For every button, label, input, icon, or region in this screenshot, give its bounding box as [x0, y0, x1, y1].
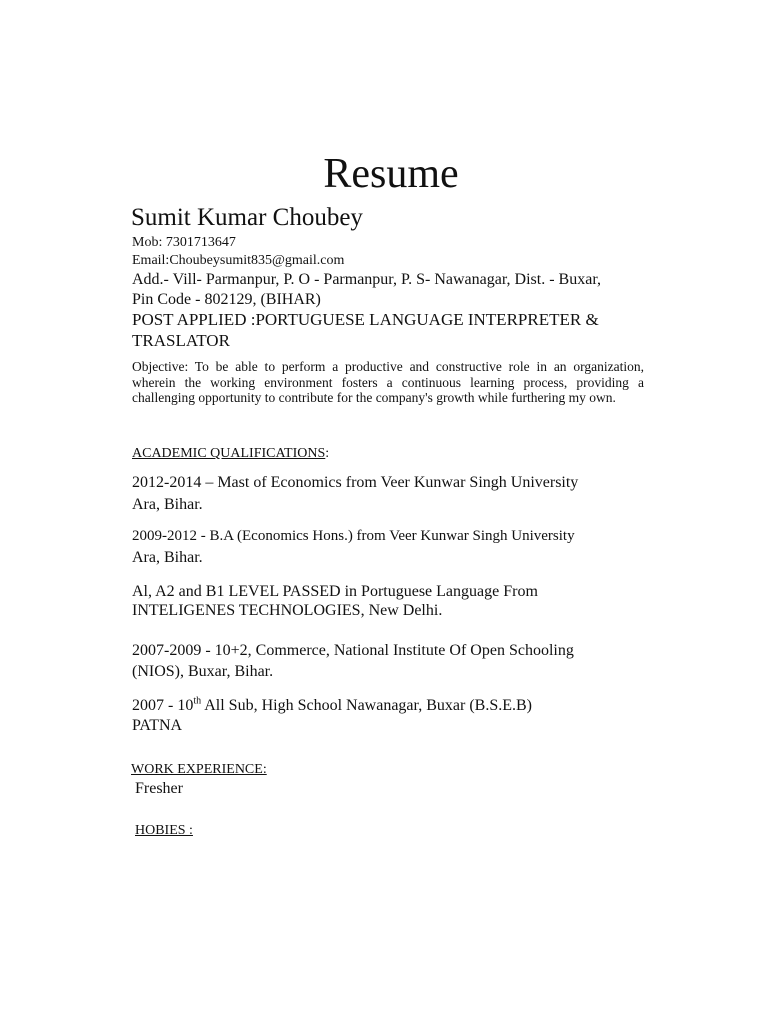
qualification-5-superscript: th	[193, 695, 202, 707]
qualification-4-line-2: (NIOS), Buxar, Bihar.	[132, 663, 274, 680]
qualification-1-line-2: Ara, Bihar.	[132, 496, 203, 513]
candidate-name: Sumit Kumar Choubey	[131, 204, 363, 231]
academic-heading	[132, 445, 329, 462]
qualification-3-line-1: Al, A2 and B1 LEVEL PASSED in Portuguese Language From	[132, 583, 538, 600]
post-applied-line-2: TRASLATOR	[132, 331, 230, 350]
work-experience-value: Fresher	[135, 780, 183, 797]
objective-paragraph: Objective: To be able to perform a productive and constructive role in an organization, wherein the working environment fosters a continuous learning process, providing a challenging opportunity to contribute for the company's growth while furthering my own.	[132, 359, 644, 405]
qualification-5-line-1	[132, 696, 532, 715]
qualification-4-line-1: 2007-2009 - 10+2, Commerce, National Institute Of Open Schooling	[132, 642, 574, 659]
hobbies-heading: HOBIES :	[135, 823, 193, 838]
qualification-3-line-2: INTELIGENES TECHNOLOGIES, New Delhi.	[132, 602, 443, 619]
qualification-1-line-1: 2012-2014 – Mast of Economics from Veer Kunwar Singh University	[132, 474, 579, 491]
address-line-1: Add.- Vill- Parmanpur, P. O - Parmanpur, P. S- Nawanagar, Dist. - Buxar,	[132, 271, 601, 288]
work-experience-heading: WORK EXPERIENCE:	[131, 762, 267, 777]
qualification-2-line-2: Ara, Bihar.	[132, 549, 203, 566]
page-title: Resume	[323, 151, 459, 197]
academic-heading-text: ACADEMIC QUALIFICATIONS	[132, 446, 326, 461]
address-line-2: Pin Code - 802129, (BIHAR)	[132, 291, 321, 308]
qualification-5-line-2: PATNA	[132, 717, 183, 734]
email-address: Email:Choubeysumit835@gmail.com	[132, 253, 345, 268]
qualification-5-detail: All Sub, High School Nawanagar, Buxar (B.S.E.B)	[201, 697, 532, 714]
qualification-5-year: 2007 - 10	[132, 697, 194, 714]
qualification-2-line-1: 2009-2012 - B.A (Economics Hons.) from Veer Kunwar Singh University	[132, 528, 575, 544]
mobile-number: Mob: 7301713647	[132, 235, 236, 250]
post-applied-line-1: POST APPLIED :PORTUGUESE LANGUAGE INTERPRETER &	[132, 310, 599, 329]
academic-heading-colon: :	[325, 446, 330, 461]
